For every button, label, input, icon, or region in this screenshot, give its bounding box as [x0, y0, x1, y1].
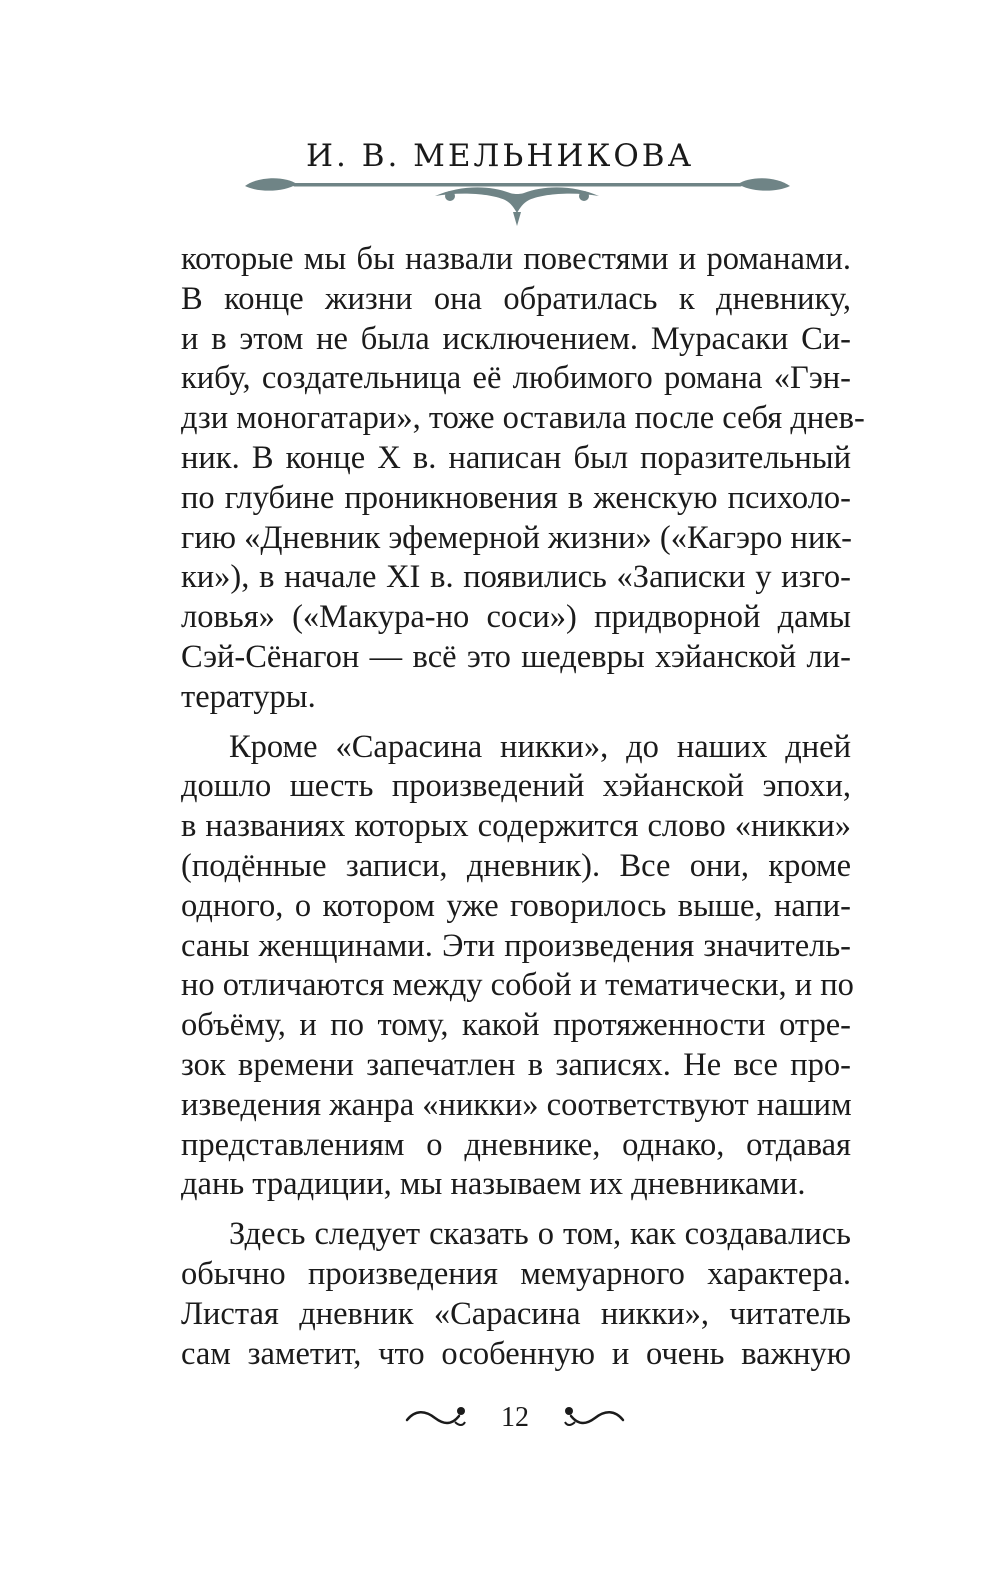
page-footer	[405, 1398, 625, 1438]
text-line: Листая дневник «Сарасина никки», читатель	[181, 1295, 851, 1332]
text-line: Кроме «Сарасина никки», до наших дней	[229, 728, 851, 765]
paragraph-2	[181, 728, 854, 1206]
text-line: но отличаются между собой и тематически, и по	[181, 967, 854, 1004]
text-line: ловья» («Макура-но соси») придворной дамы	[181, 599, 851, 636]
text-line: и в этом не была исключением. Мурасаки Си-	[181, 320, 851, 357]
text-line: саны женщинами. Эти произведения значитель-	[181, 927, 851, 964]
text-line: объёму, и по тому, какой протяженности отре-	[181, 1007, 851, 1044]
text-line: обычно произведения мемуарного характера.	[181, 1255, 851, 1292]
page-number: 12	[501, 1402, 529, 1433]
text-line: представлениям о дневнике, однако, отдавая	[181, 1126, 851, 1163]
text-line: сам заметит, что особенную и очень важную	[181, 1335, 851, 1372]
text-line: дань традиции, мы называем их дневниками.	[181, 1166, 806, 1203]
text-line: дошло шесть произведений хэйанской эпохи,	[181, 768, 851, 805]
swirl-right-icon	[560, 1402, 625, 1434]
text-line: в названиях которых содержится слово «никки»	[181, 808, 851, 845]
paragraph-gap	[181, 1205, 851, 1215]
text-line: тературы.	[181, 678, 316, 715]
text-line: одного, о котором уже говорилось выше, напи-	[181, 887, 851, 924]
text-line: ки»), в начале XI в. появились «Записки у изго-	[181, 559, 851, 596]
text-line: гию «Дневник эфемерной жизни» («Кагэро ник-	[181, 519, 852, 556]
body-text	[181, 240, 865, 1374]
text-line: дзи моногатари», тоже оставила после себя днев-	[181, 400, 865, 437]
text-line: изведения жанра «никки» соответствуют нашим	[181, 1086, 852, 1123]
text-line: по глубине проникновения в женскую психоло-	[181, 479, 851, 516]
text-line: В конце жизни она обратилась к дневнику,	[181, 280, 851, 317]
running-head: И. В. МЕЛЬНИКОВА	[305, 138, 695, 174]
text-line: ник. В конце X в. написан был поразительный	[181, 439, 851, 476]
text-line: которые мы бы назвали повестями и романами.	[181, 241, 851, 277]
scroll-divider-icon	[245, 168, 790, 230]
text-line: зок времени запечатлен в записях. Не все про-	[181, 1046, 851, 1083]
paragraph-gap	[181, 718, 851, 728]
text-line: Сэй-Сёнагон — всё это шедевры хэйанской ли-	[181, 638, 851, 675]
text-line: Здесь следует сказать о том, как создавались	[229, 1216, 851, 1253]
text-line: (подённые записи, дневник). Все они, кроме	[181, 847, 851, 884]
paragraph-3	[181, 1215, 851, 1374]
paragraph-1	[181, 240, 865, 718]
text-line: кибу, создательница её любимого романа «Гэн-	[181, 360, 851, 397]
